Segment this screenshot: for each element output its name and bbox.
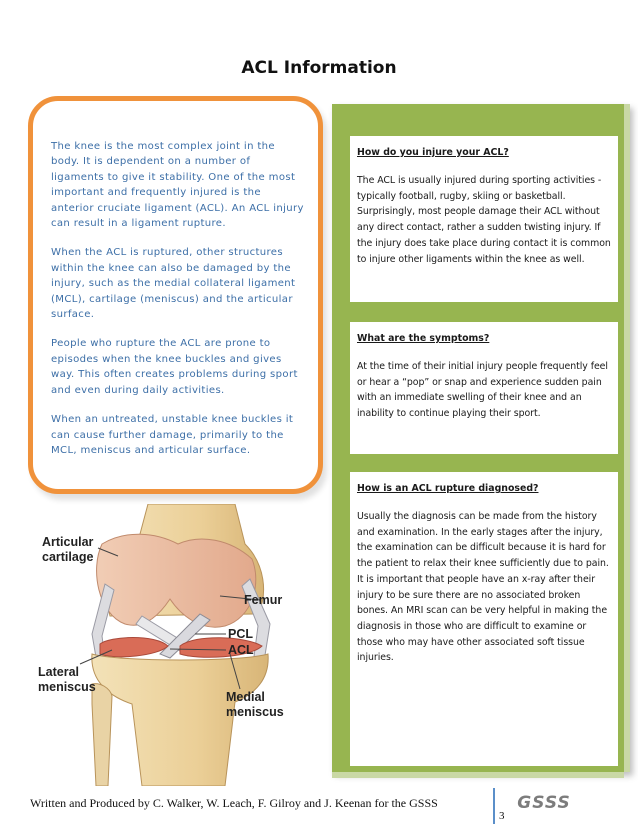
section-body: It is important that people have an x-ray after their injury to be sure there are no associated broken bones. An MRI scan can be very helpful in making the diagnosis in those who are difficult to examine or those who may have other associated soft tissue injuries.: [357, 573, 608, 664]
section-heading: How is an ACL rupture diagnosed?: [357, 483, 539, 494]
label-medial: Medial: [226, 690, 265, 704]
section-diagnosis: [350, 472, 618, 766]
intro-paragraph: The knee is the most complex joint in the body. It is dependent on a number of ligaments to give it stability. One of the most important and frequently injured is the anterior cruciate ligament (ACL). An ACL injury can result in a ligament rupture.: [51, 141, 304, 230]
footer-credits: Written and Produced by C. Walker, W. Leach, F. Gilroy and J. Keenan for the GSSS: [30, 796, 438, 810]
label-femur: Femur: [244, 593, 283, 607]
meniscus-shape: [100, 638, 168, 657]
page-title: ACL Information: [241, 58, 397, 78]
label-acl: ACL: [228, 643, 254, 657]
section-body: Usually the diagnosis can be made from the history and examination. In the early stages after the injury, the examination can be difficult because it is hard for the patient to relax their knee sufficiently due to pain.: [357, 511, 609, 570]
section-body: At the time of their initial injury people frequently feel or hear a “pop” or snap and experience sudden pain with an immediate swelling of their knee and an inability to continue playing their sport.: [357, 361, 608, 420]
label-lateral: Lateral: [38, 665, 79, 679]
section-heading: How do you injure your ACL?: [357, 147, 509, 158]
footer-divider: [493, 788, 495, 824]
label-pcl: PCL: [228, 627, 253, 641]
label-cartilage: cartilage: [42, 550, 94, 564]
section-body: The ACL is usually injured during sporting activities - typically football, rugby, skiing or basketball. Surprisingly, most people damage their ACL without any direct contact, rather a sudden twisting injury. If the injury does take place during contact it is common to injure other ligaments within the knee as well.: [357, 175, 611, 265]
intro-paragraph: When the ACL is ruptured, other structures within the knee can also be damaged by the injury, such as the medial collateral ligament (MCL), cartilage (meniscus) and the articular surface.: [51, 247, 296, 321]
tibia-shape: [92, 654, 268, 786]
intro-paragraph: People who rupture the ACL are prone to episodes when the knee buckles and gives way. This often creates problems during sport and even during daily activities.: [51, 338, 298, 396]
fibula-shape: [92, 684, 112, 786]
intro-paragraph: When an untreated, unstable knee buckles it can cause further damage, primarily to the MCL, meniscus and articular surface.: [51, 414, 294, 456]
intro-box: [28, 96, 323, 494]
page-number: 3: [499, 810, 505, 822]
knee-anatomy-diagram: [30, 504, 330, 786]
label-articular: Articular: [42, 535, 94, 549]
label-medial-meniscus: meniscus: [226, 705, 284, 719]
knee-illustration: [30, 504, 330, 786]
label-lateral-meniscus: meniscus: [38, 680, 96, 694]
gsss-logo: GSSS: [517, 793, 571, 813]
section-heading: What are the symptoms?: [357, 333, 490, 344]
section-symptoms: [350, 322, 618, 454]
section-injury: [350, 136, 618, 302]
